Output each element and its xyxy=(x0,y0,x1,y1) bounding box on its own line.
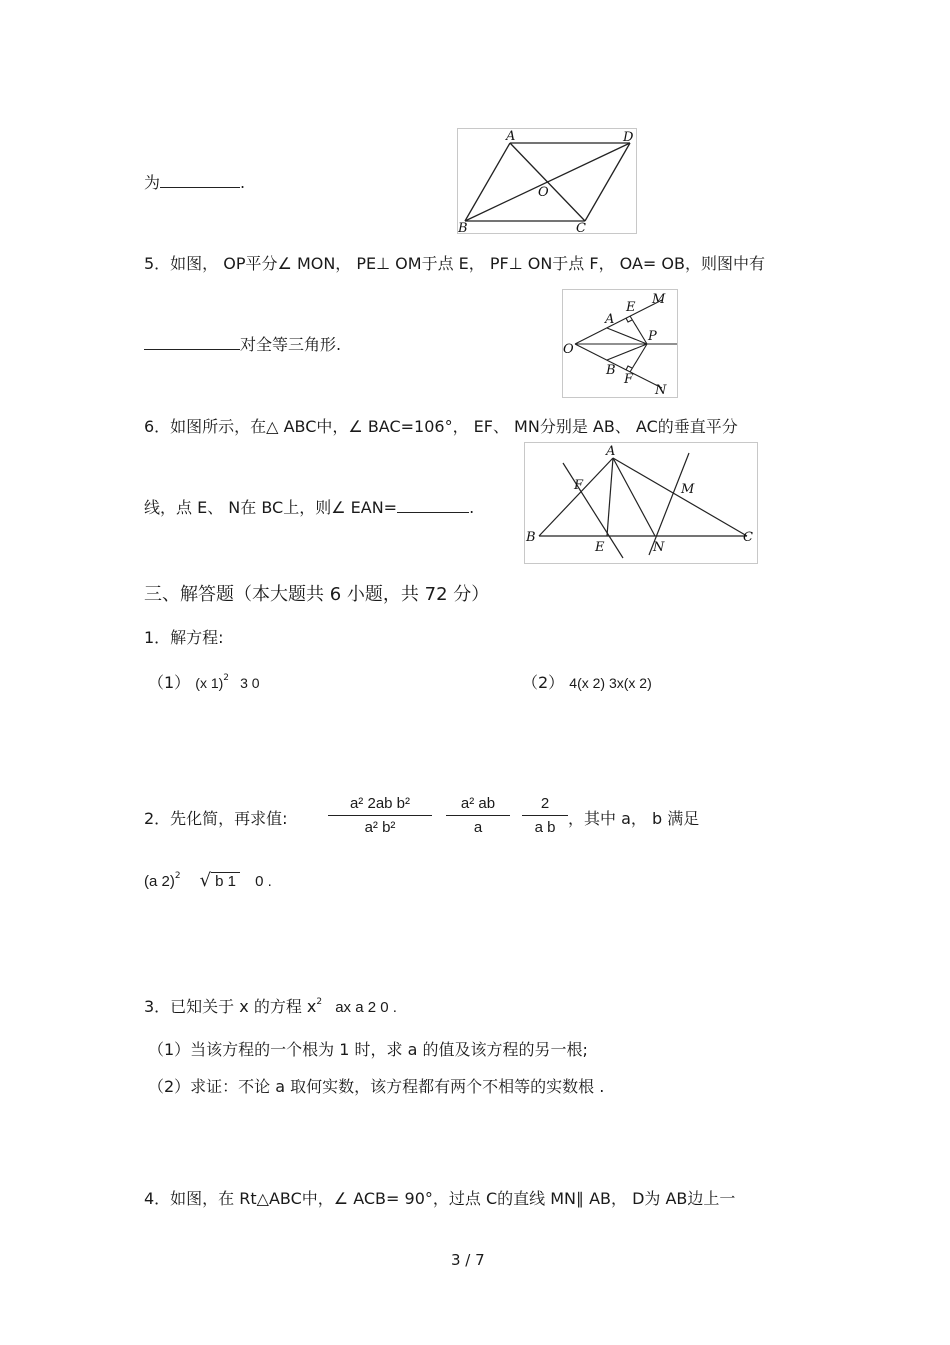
q5-answer-blank xyxy=(144,348,240,350)
p1-part2 xyxy=(522,670,652,693)
p4-line1: 4．如图，在 Rt△ABC中，∠ ACB= 90°，过点 C的直线 MN∥ AB， D为 AB边上一 xyxy=(144,1189,736,1208)
q5-line2-text: 对全等三角形. xyxy=(240,335,342,354)
p1-part2-expr: 4(x 2) 3x(x 2) xyxy=(569,675,652,691)
p1-title: 1．解方程: xyxy=(144,628,224,647)
figure-label: F xyxy=(624,372,634,387)
fraction-bar xyxy=(328,815,432,816)
q4-tail xyxy=(144,170,245,193)
p3-line1 xyxy=(144,994,397,1017)
figure-label: B xyxy=(606,363,616,378)
p3-sub2: （2）求证：不论 a 取何实数，该方程都有两个不相等的实数根 . xyxy=(148,1077,605,1096)
p2-condition-post: 0 . xyxy=(255,873,272,890)
figure-triangle xyxy=(524,442,758,564)
figure-label: O xyxy=(563,342,574,357)
p2-condition-pre: (a 2) xyxy=(144,873,175,890)
p2-condition xyxy=(144,870,272,891)
figure-label: A xyxy=(605,312,615,327)
q6-line2-end: . xyxy=(469,498,475,517)
p2-fraction-1-den: a² b² xyxy=(364,819,396,836)
p2-pre: 2．先化简，再求值: xyxy=(144,809,288,828)
figure-label: B xyxy=(458,221,468,233)
p1-part1-expr-post: 3 0 xyxy=(240,675,260,691)
p3-line1-pre: 3．已知关于 x 的方程 x xyxy=(144,997,317,1016)
section-title: 三、解答题（本大题共 6 小题，共 72 分） xyxy=(144,584,490,605)
p2-fraction-2-num: a² ab xyxy=(460,795,496,812)
figure-label: C xyxy=(743,530,753,545)
figure-label: F xyxy=(574,478,584,493)
figure-label: N xyxy=(655,383,667,397)
p1-part1 xyxy=(148,670,260,693)
figure-angle-bisector xyxy=(562,289,678,398)
figure-label: E xyxy=(595,540,605,555)
p1-part1-label: （1） xyxy=(148,673,191,692)
figure-label: O xyxy=(538,185,549,200)
p1-part2-label: （2） xyxy=(522,673,565,692)
figure-label: M xyxy=(652,292,666,307)
q4-tail-end: . xyxy=(240,173,246,192)
q5-line2 xyxy=(144,332,341,355)
p2-condition-sup: 2 xyxy=(174,871,181,881)
p1-part1-sup: 2 xyxy=(223,673,230,683)
figure-label: C xyxy=(576,221,586,233)
figure-label: D xyxy=(623,130,634,145)
p2-fraction-3-den: a b xyxy=(534,819,556,836)
q6-line1: 6．如图所示，在△ ABC中，∠ BAC=106°， EF、 MN分别是 AB、 AC的垂直平分 xyxy=(144,417,738,436)
p3-line1-sup: 2 xyxy=(316,997,323,1007)
q6-line2 xyxy=(144,495,474,518)
q6-answer-blank xyxy=(397,511,469,513)
sqrt-symbol: √ xyxy=(199,870,212,891)
q6-line2-text: 线，点 E、 N在 BC上，则∠ EAN= xyxy=(144,498,398,517)
fraction-bar xyxy=(522,815,568,816)
figure-label: E xyxy=(626,300,636,315)
p2-fraction-1 xyxy=(328,795,432,836)
p2-fraction-2 xyxy=(446,795,510,836)
p3-sub1: （1）当该方程的一个根为 1 时，求 a 的值及该方程的另一根; xyxy=(148,1040,588,1059)
figure-label: A xyxy=(606,444,616,459)
p2-fraction-3 xyxy=(522,795,568,836)
figure-label: P xyxy=(648,329,657,344)
p2-condition-root: b 1 xyxy=(211,872,240,890)
p3-line1-post: ax a 2 0 . xyxy=(335,999,397,1016)
p2-fraction-1-num: a² 2ab b² xyxy=(349,795,411,812)
figure-label: M xyxy=(681,482,695,497)
page-number: 3 / 7 xyxy=(451,1251,485,1269)
figure-label: B xyxy=(526,530,536,545)
p2-fraction-2-den: a xyxy=(473,819,483,836)
figure-label: N xyxy=(653,540,665,555)
fraction-bar xyxy=(446,815,510,816)
q4-answer-blank xyxy=(160,186,240,188)
figure-label: A xyxy=(506,129,516,144)
p2-fraction-3-num: 2 xyxy=(540,795,550,812)
q4-tail-text: 为 xyxy=(144,173,161,192)
q5-line1: 5．如图， OP平分∠ MON， PE⊥ OM于点 E， PF⊥ ON于点 F， OA= OB，则图中有 xyxy=(144,254,765,273)
figure-parallelogram xyxy=(457,128,637,234)
p2-post: ，其中 a， b 满足 xyxy=(568,809,700,828)
p1-part1-expr-pre: (x 1) xyxy=(195,675,224,691)
